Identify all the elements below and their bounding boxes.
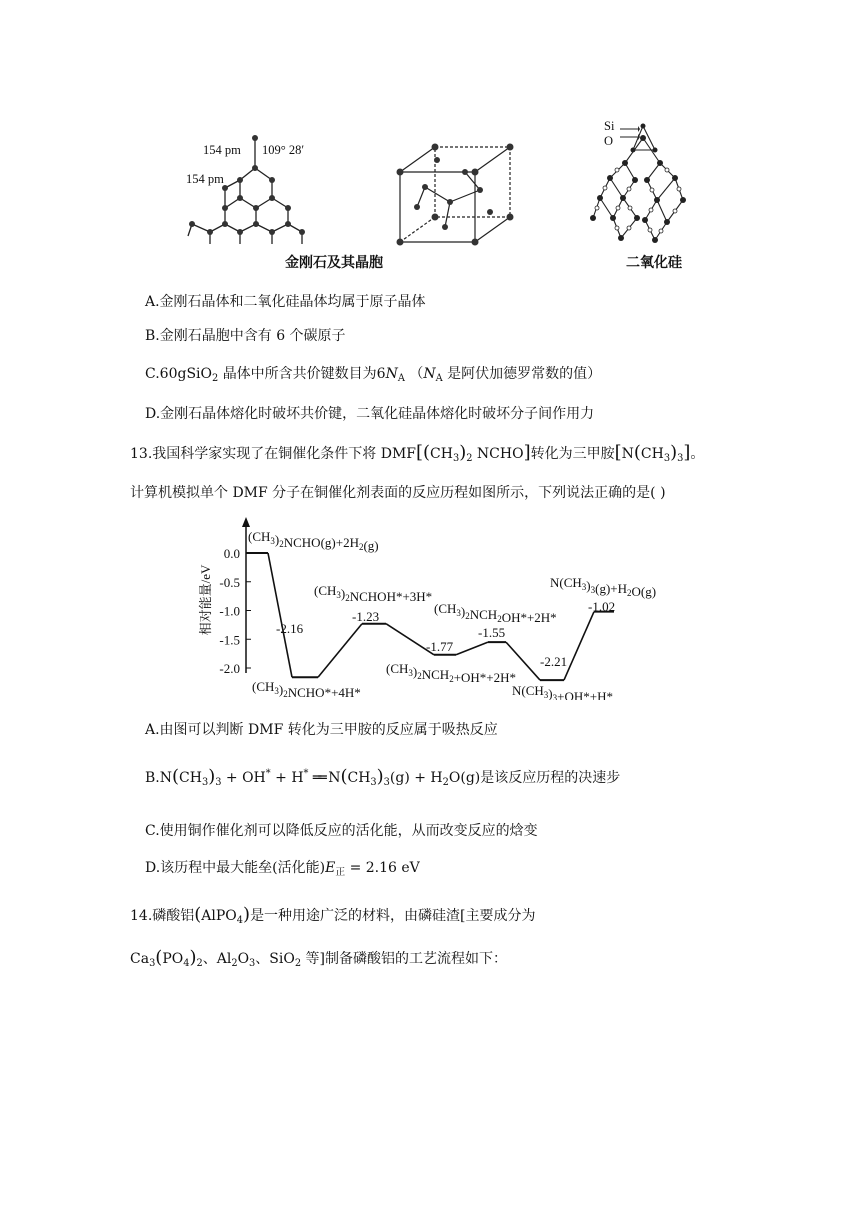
energy-value-label-5: -2.21 [540, 654, 568, 669]
energy-connector-1 [318, 624, 362, 677]
unit-cell-cube-drawing [395, 142, 520, 247]
q13-stem-line2: 计算机模拟单个 DMF 分子在铜催化剂表面的反应历程如图所示，下列说法正确的是( ) [130, 485, 666, 501]
state-label-1: $(CH_3)_2NCHO*+4H*$ [252, 679, 361, 700]
q12-option-c: C.60gSiO$_2$ 晶体中所含共价键数目为$6N_A$ （$N_A$ 是阿伏加德罗常数的值） [145, 366, 602, 384]
q13-option-c: C.使用铜作催化剂可以降低反应的活化能，从而改变反应的焓变 [145, 823, 538, 839]
energy-connector-3 [456, 642, 488, 655]
bond-length-label-2: 154 pm [186, 172, 224, 186]
silica-caption: 二氧化硅 [626, 255, 682, 271]
state-label-6: $N(CH_3)_3(g)+H_2O(g)$ [550, 575, 657, 599]
bond-length-label: 154 pm [203, 143, 241, 157]
energy-connector-0 [268, 553, 292, 677]
y-tick-label-2: -1.0 [219, 603, 240, 619]
q13-option-a: A.由图可以判断 DMF 转化为三甲胺的反应属于吸热反应 [145, 722, 498, 738]
diamond-unit-cell-figure [395, 142, 520, 247]
energy-value-label-4: -1.55 [478, 625, 506, 640]
state-label-5: $N(CH_3)_3+OH*+H*$ [512, 683, 613, 700]
energy-value-label-3: -1.77 [426, 639, 454, 654]
diamond-caption: 金刚石及其晶胞 [285, 255, 383, 271]
state-label-2: $(CH_3)_2NCHOH*+3H*$ [314, 583, 433, 604]
q13-option-b: $B.N(CH_3)_3 + OH^* + H^*$ ══ $N(CH_3)_3(g) + H_2O(g)$是该反应历程的决速步 [145, 766, 621, 788]
y-tick-label-3: -1.5 [219, 632, 240, 648]
oxygen-label: O [604, 134, 614, 148]
state-label-4: $(CH_3)_2NCH_2+OH*+2H*$ [386, 661, 517, 685]
y-tick-label-0: 0.0 [223, 546, 240, 561]
q14-line1: 14.磷酸铝(AlPO$_4$)是一种用途广泛的材料，由磷硅渣[主要成分为 [130, 904, 536, 926]
label-arrows [620, 125, 640, 139]
y-axis-label: 相对能量/eV [198, 564, 213, 636]
y-tick-label-1: -0.5 [219, 574, 240, 590]
state-label-3: $(CH_3)_2NCH_2OH*+2H*$ [434, 601, 557, 625]
q13-stem-line1: 13.我国科学家实现了在铜催化条件下将 $DMF[(CH_3)_2$ NCHO]转化为三甲胺$[N(CH_3)_3]$。 [130, 442, 705, 464]
energy-profile-chart [190, 515, 670, 700]
energy-value-label-2: -1.23 [352, 609, 380, 624]
bond-angle-label: 109° 28′ [262, 143, 305, 157]
y-axis-arrow [242, 517, 250, 527]
q12-option-a: A.金刚石晶体和二氧化硅晶体均属于原子晶体 [145, 294, 426, 310]
energy-value-label-6: -1.02 [588, 599, 616, 614]
energy-value-label-1: -2.16 [276, 621, 304, 636]
state-label-0: $(CH_3)_2NCHO(g)+2H_2(g)$ [248, 529, 379, 553]
q12-option-b: B.金刚石晶胞中含有 6 个碳原子 [145, 328, 346, 344]
silicon-label: Si [604, 119, 615, 133]
y-tick-label-4: -2.0 [219, 661, 240, 676]
energy-connector-5 [564, 612, 594, 680]
q13-option-d: D.该历程中最大能垒(活化能)$E_正 = 2.16$ eV [145, 860, 420, 878]
q12-option-d: D.金刚石晶体熔化时破坏共价键，二氧化硅晶体熔化时破坏分子间作用力 [145, 406, 595, 422]
energy-profile-svg [190, 515, 670, 700]
q14-line2: $Ca_3(PO_4)_2$、$Al_2O_3$、SiO$_2$ 等]制备磷酸铝的工艺流程如下： [130, 947, 507, 969]
